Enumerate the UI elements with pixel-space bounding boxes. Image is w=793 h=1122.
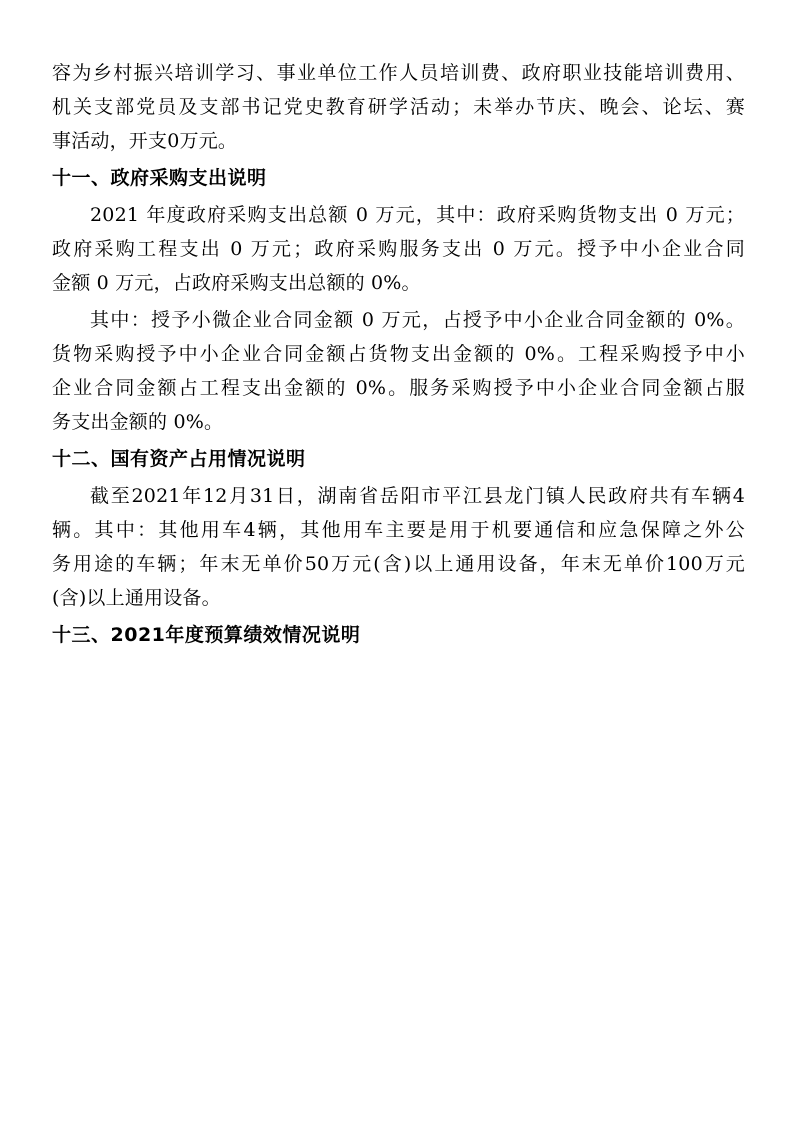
text-line: 容为乡村振兴培训学习、事业单位工作人员培训费、政府职业技能培训费用、 bbox=[52, 62, 745, 84]
text-line: 2021 年度政府采购支出总额 0 万元，其中：政府采购货物支出 0 万元； bbox=[90, 204, 745, 226]
procurement-paragraph-1 bbox=[52, 198, 745, 300]
text-line: 截至2021年12月31日，湖南省岳阳市平江县龙门镇人民政府共有车辆4 bbox=[90, 485, 745, 507]
intro-paragraph bbox=[52, 56, 745, 158]
section-heading-procurement: 十一、政府采购支出说明 bbox=[52, 167, 267, 189]
section-heading-assets: 十二、国有资产占用情况说明 bbox=[52, 448, 306, 470]
text-line: 辆。其中：其他用车4辆，其他用车主要是用于机要通信和应急保障之外公 bbox=[52, 519, 745, 541]
text-line: 机关支部党员及支部书记党史教育研学活动；未举办节庆、晚会、论坛、赛 bbox=[52, 96, 745, 118]
text-line: 其中：授予小微企业合同金额 0 万元，占授予中小企业合同金额的 0%。 bbox=[90, 309, 745, 331]
text-line: (含)以上通用设备。 bbox=[52, 587, 221, 609]
text-line: 务用途的车辆；年末无单价50万元(含)以上通用设备，年末无单价100万元 bbox=[52, 553, 745, 575]
section-heading-performance: 十三、2021年度预算绩效情况说明 bbox=[52, 624, 361, 646]
text-line: 政府采购工程支出 0 万元；政府采购服务支出 0 万元。授予中小企业合同 bbox=[52, 238, 745, 260]
text-line: 金额 0 万元，占政府采购支出总额的 0%。 bbox=[52, 272, 421, 294]
text-line: 企业合同金额占工程支出金额的 0%。服务采购授予中小企业合同金额占服 bbox=[52, 377, 745, 399]
text-line: 事活动，开支0万元。 bbox=[52, 130, 238, 152]
procurement-paragraph-2 bbox=[52, 303, 745, 439]
assets-paragraph bbox=[52, 479, 745, 615]
text-line: 务支出金额的 0%。 bbox=[52, 411, 224, 433]
document-body bbox=[52, 56, 745, 655]
text-line: 货物采购授予中小企业合同金额占货物支出金额的 0%。工程采购授予中小 bbox=[52, 343, 745, 365]
